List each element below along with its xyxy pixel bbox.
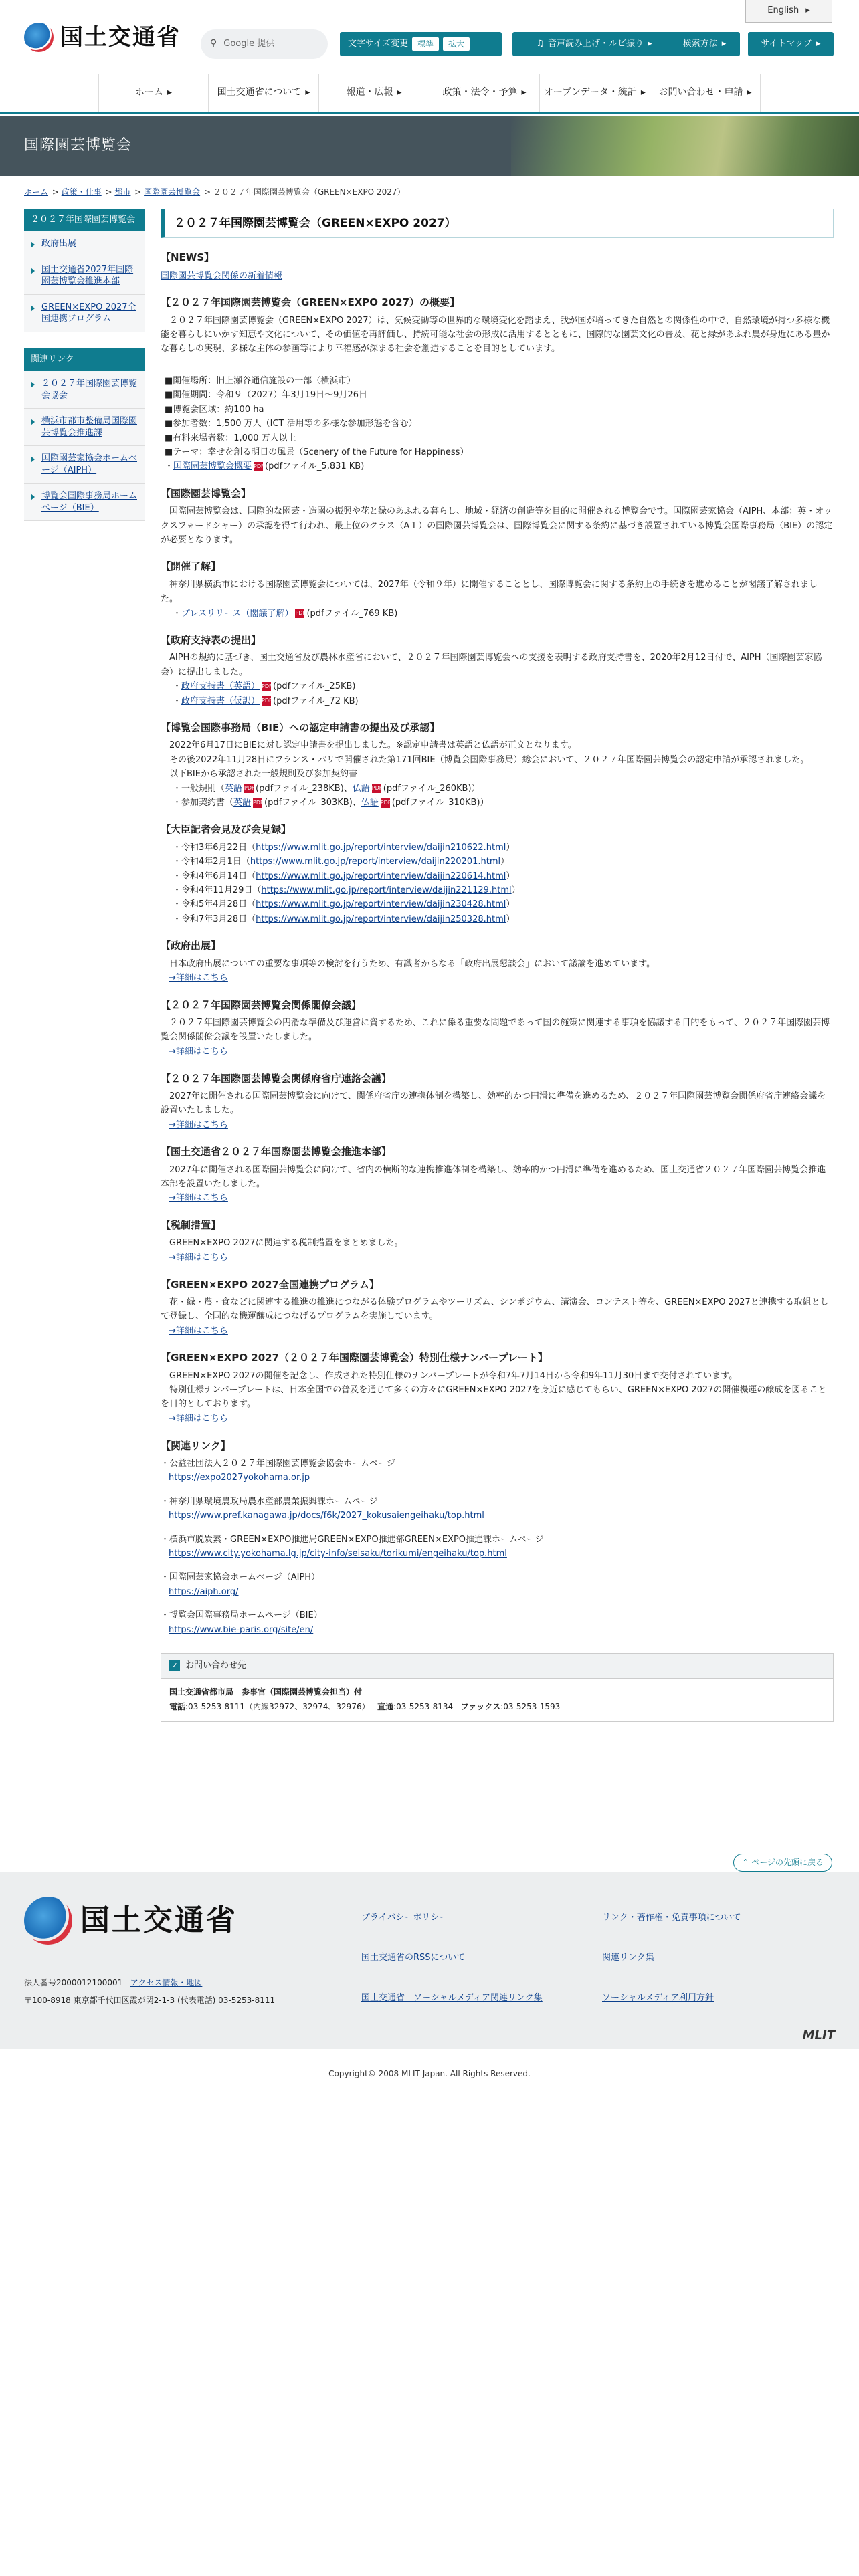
liaison-section	[161, 1071, 834, 1133]
news-link[interactable]: 国際園芸博覧会関係の新着情報	[161, 270, 283, 281]
press-link[interactable]: https://www.mlit.go.jp/report/interview/daijin220201.html	[250, 857, 501, 867]
breadcrumb-current: ２０２７年国際園芸博覧会（GREEN×EXPO 2027）	[213, 187, 405, 197]
bie-text: 以下BIEから承認された一般規則及び参加契約書	[169, 769, 357, 780]
list-item: ■開催期間：令和９（2027）年3月19日～9月26日	[165, 390, 367, 401]
footer-link-rss[interactable]: 国土交通省のRSSについて	[361, 1953, 466, 1963]
section-heading: 【博覧会国際事務局（BIE）への認定申請書の提出及び承認】	[161, 722, 440, 734]
sidebar-box-links	[24, 348, 145, 522]
search-method-button[interactable]	[669, 32, 740, 56]
sidebar-item-association[interactable]: ２０２７年国際園芸博覧会協会	[24, 371, 145, 409]
press-date: 令和4年2月1日（	[181, 857, 250, 867]
section-heading: 【開催了解】	[161, 560, 221, 573]
breadcrumb-expo[interactable]: 国際園芸博覧会	[144, 187, 201, 197]
section-heading: 【関連リンク】	[161, 1439, 231, 1452]
fontsize-control	[340, 32, 502, 56]
related-link[interactable]: https://aiph.org/	[169, 1586, 239, 1597]
aiph-section	[161, 486, 834, 548]
file-size: (pdfファイル_310KB)）	[391, 798, 489, 809]
label: 電話	[169, 1701, 186, 1711]
search-method-label: 検索方法	[682, 38, 718, 49]
gnav-press[interactable]	[319, 74, 430, 112]
list-item	[161, 1570, 834, 1599]
related-links-section	[161, 1438, 834, 1638]
sidebar-item-hq[interactable]: 国土交通省2027年国際園芸博覧会推進本部	[24, 257, 145, 295]
more-link[interactable]: →詳細はこちら	[169, 1119, 228, 1130]
sidebar-item-aiph[interactable]: 国際園芸家協会ホームページ（AIPH）	[24, 446, 145, 484]
search-input[interactable]	[201, 29, 328, 59]
list-item: ■有料来場者数：1,000 万人以上	[165, 433, 296, 443]
sidebar-item-bie[interactable]: 博覧会国際事務局ホームページ（BIE）	[24, 484, 145, 521]
breadcrumb-home[interactable]: ホーム	[24, 187, 49, 197]
footer-site-name: 国土交通省	[80, 1903, 237, 1937]
gnav-label: お問い合わせ・申請	[658, 87, 743, 98]
contact-phones	[169, 1700, 825, 1715]
mlit-wordmark: MLIT	[802, 2028, 835, 2042]
more-link[interactable]: →詳細はこちら	[169, 1252, 228, 1263]
list-item	[161, 1495, 834, 1523]
program-section	[161, 1277, 834, 1339]
program-text: 花・緑・農・食などに関連する推進の推進につながる体験プログラムやツーリズム、シンポジウム、講演会、コンテスト等を、GREEN×EXPO 2027と連携する取組として登録し、全国的な機運醸成につなげるプログラムを実施しています。	[161, 1297, 829, 1322]
file-size: (pdfファイル_260KB)）	[383, 783, 480, 794]
link-label: ・国際園芸家協会ホームページ（AIPH）	[161, 1572, 320, 1583]
press-date: 令和5年4月28日（	[181, 899, 256, 910]
link-label: ・博覧会国際事務局ホームページ（BIE）	[161, 1610, 322, 1621]
gnav-label: 国土交通省について	[217, 87, 302, 98]
bie-text: その後2022年11月28日にフランス・パリで開催された第171回BIE（博覧会国際事務局）総会において、２０２７年国際園芸博覧会の認定申請が承認されました。	[169, 754, 809, 765]
gnav-home[interactable]	[98, 74, 209, 112]
list-item: ・令和7年3月28日（https://www.mlit.go.jp/report/interview/daijin250328.html）	[173, 914, 515, 924]
bie-list	[161, 782, 834, 811]
decision-list	[161, 607, 834, 621]
contact-org: 国土交通省都市局 参事官（国際園芸博覧会担当）付	[169, 1687, 363, 1697]
overview-list	[161, 374, 834, 474]
plate-text: 特別仕様ナンバープレートは、日本全国での普及を通じて多くの方々にGREEN×EXPO 2027を身近に感じてもらい、GREEN×EXPO 2027の開催機運の醸成を図ることを目的としております。	[161, 1385, 827, 1410]
sidebar-item-government[interactable]: 政府出展	[24, 231, 145, 257]
decision-section	[161, 559, 834, 621]
footer-logo[interactable]	[24, 1897, 237, 1945]
contact-header	[161, 1654, 833, 1679]
list-item: ・一般規則（英語 PDF(pdfファイル_238KB)、仏語 PDF(pdfファイル_260KB)）	[173, 783, 480, 794]
footer-address: 〒100-8918 東京都千代田区霞が関2-1-3 (代表電話) 03-5253-8111	[24, 1996, 276, 2006]
sidebar-title: 関連リンク	[24, 348, 145, 371]
fontsize-label: 文字サイズ変更	[348, 38, 408, 49]
sitemap-label: サイトマップ	[761, 38, 813, 49]
decision-text: 神奈川県横浜市における国際園芸博覧会については、2027年（令和９年）に開催することとし、国際博覧会に関する条約上の手続きを進めることが閣議了解されました。	[161, 579, 818, 605]
pdf-icon: PDF	[295, 609, 304, 618]
decision-pdf-link[interactable]: プレスリリース（閣議了解）	[181, 608, 294, 619]
site-logo[interactable]	[24, 20, 181, 56]
gov-section	[161, 938, 834, 985]
file-size: (pdfファイル_769 KB)	[306, 608, 398, 619]
section-heading: 【２０２７年国際園芸博覧会関係閣僚会議】	[161, 998, 362, 1011]
more-link[interactable]: →詳細はこちら	[169, 1325, 228, 1336]
chevron-right-icon: ▸	[167, 87, 173, 98]
hero-banner	[0, 116, 859, 176]
breadcrumb: ホーム > 政策・仕事 > 都市 > 国際園芸博覧会 > ２０２７年国際園芸博覧会（GREEN×EXPO 2027）	[24, 187, 405, 197]
file-size: (pdfファイル_303KB)、	[264, 798, 361, 809]
list-item: ・政府支持書（英語） PDF(pdfファイル_25KB)	[173, 681, 356, 692]
related-links-list	[161, 1457, 834, 1637]
bie-rule-fr-link[interactable]: 仏語	[352, 783, 370, 794]
support-section	[161, 633, 834, 708]
cabinet-text: ２０２７年国際園芸博覧会の円滑な準備及び運営に資するため、これに係る重要な問題であって国の施策に関連する事項を協議する目的をもって、２０２７年国際園芸博覧会関係閣僚会議を設置いたしました。	[161, 1017, 830, 1043]
gnav-contact[interactable]	[650, 74, 761, 112]
press-section	[161, 822, 834, 926]
sidebar-box-expo	[24, 209, 145, 332]
pdf-icon: PDF	[254, 462, 263, 471]
related-link[interactable]: https://www.pref.kanagawa.jp/docs/f6k/2027_kokusaiengeihaku/top.html	[169, 1511, 484, 1521]
chevron-right-icon: ▸	[305, 87, 310, 98]
section-heading: 【２０２７年国際園芸博覧会関係府省庁連絡会議】	[161, 1072, 392, 1085]
hq-section	[161, 1144, 834, 1206]
contact-tel: :03-5253-8111（内線32972、32974、32976）	[185, 1701, 370, 1711]
speech-button[interactable]	[512, 32, 676, 56]
link-label: ・神奈川県環境農政局農水産部農業振興課ホームページ	[161, 1496, 378, 1507]
list-item: ■テーマ：幸せを創る明日の風景（Scenery of the Future for Happiness）	[165, 447, 469, 458]
corp-number: 法人番号2000012100001	[24, 1978, 123, 1988]
press-date: 令和4年6月14日（	[181, 871, 256, 881]
footer-links	[361, 1911, 803, 2005]
press-list	[161, 841, 834, 927]
list-label: 参加契約書（	[181, 798, 234, 809]
contact-box	[161, 1653, 834, 1721]
pdf-icon: PDF	[381, 798, 390, 808]
file-size: (pdfファイル_25KB)	[273, 681, 356, 692]
pdf-icon: PDF	[262, 696, 271, 706]
pdf-icon: PDF	[244, 784, 254, 793]
contact-fax: :03-5253-1593	[500, 1701, 561, 1711]
list-item: ・プレスリリース（閣議了解） PDF(pdfファイル_769 KB)	[173, 608, 398, 619]
press-link[interactable]: https://www.mlit.go.jp/report/interview/daijin230428.html	[256, 899, 506, 910]
chevron-right-icon: ▸	[747, 87, 752, 98]
footer-link-social-policy[interactable]: ソーシャルメディア利用方針	[602, 1993, 714, 2004]
gnav-label: ホーム	[134, 87, 163, 98]
chevron-up-icon: ⌃	[742, 1858, 749, 1867]
bie-rule-en-link[interactable]: 英語	[225, 783, 243, 794]
related-link[interactable]: https://www.city.yokohama.lg.jp/city-info/seisaku/torikumi/engeihaku/top.html	[169, 1549, 507, 1560]
list-item	[161, 1608, 834, 1637]
chevron-right-icon: ▸	[721, 38, 727, 49]
contact-title: お問い合わせ先	[185, 1660, 247, 1671]
list-item: ・政府支持書（仮訳） PDF(pdfファイル_72 KB)	[173, 695, 359, 706]
footer-link-privacy[interactable]: プライバシーポリシー	[361, 1913, 448, 1923]
plate-text: GREEN×EXPO 2027の開催を記念し、作成された特別仕様のナンバープレートが令和7年7月14日から令和9年11月30日まで交付されています。	[169, 1370, 738, 1381]
footer-link-copyright[interactable]: リンク・著作権・免責事項について	[602, 1913, 741, 1923]
press-date: 令和4年11月29日（	[181, 885, 262, 896]
support-text: AIPHの規約に基づき、国土交通省及び農林水産省において、２０２７年国際園芸博覧会への支援を表明する政府支持書を、2020年2月12日付で、AIPH（国際園芸家協会）に提出しました。	[161, 653, 822, 677]
footer-link-related[interactable]: 関連リンク集	[602, 1953, 654, 1963]
news-section	[161, 250, 834, 283]
hero-photo	[511, 116, 859, 176]
hero-title: 国際園芸博覧会	[24, 137, 132, 154]
bie-section	[161, 720, 834, 810]
link-label: ・横浜市脱炭素・GREEN×EXPO推進局GREEN×EXPO推進部GREEN×EXPO推進課ホームページ	[161, 1534, 544, 1545]
gnav-label: 報道・広報	[346, 87, 393, 98]
bie-text: 2022年6月17日にBIEに対し認定申請書を提出しました。※認定申請書は英語と仏語が正文となります。	[169, 740, 577, 751]
bie-contract-en-link[interactable]: 英語	[233, 798, 252, 809]
copyright: Copyright© 2008 MLIT Japan. All Rights Reserved.	[328, 2069, 531, 2078]
list-item: ・参加契約書（英語 PDF(pdfファイル_303KB)、仏語 PDF(pdfファイル_310KB)）	[173, 798, 489, 809]
site-name: 国土交通省	[60, 24, 181, 51]
press-link[interactable]: https://www.mlit.go.jp/report/interview/daijin221129.html	[261, 885, 512, 896]
sidebar-item-yokohama[interactable]: 横浜市都市整備局国際園芸博覧会推進課	[24, 409, 145, 446]
list-item	[161, 1457, 834, 1485]
file-size: (pdfファイル_238KB)、	[256, 783, 353, 794]
search-placeholder: Google 提供	[223, 38, 275, 49]
mlit-logo-icon	[24, 1897, 72, 1945]
sidebar-item-program[interactable]: GREEN×EXPO 2027全国連携プログラム	[24, 295, 145, 332]
list-label: 一般規則（	[181, 783, 225, 794]
gov-text: 日本政府出展についての重要な事項等の検討を行うため、有識者からなる「政府出展懇談会」において議論を進めています。	[169, 958, 656, 969]
tax-text: GREEN×EXPO 2027に関連する税制措置をまとめました。	[169, 1238, 403, 1249]
chevron-right-icon: ▸	[640, 87, 646, 98]
section-heading: 【NEWS】	[161, 251, 215, 264]
more-link[interactable]: →詳細はこちら	[169, 1046, 228, 1057]
hq-text: 2027年に開催される国際園芸博覧会に向けて、省内の横断的な連携推進体制を構築し、効率的かつ円滑に準備を進めるため、国土交通省２０２７年国際園芸博覧会推進本部を設置いたしました。	[161, 1164, 826, 1190]
section-heading: 【GREEN×EXPO 2027全国連携プログラム】	[161, 1278, 379, 1291]
support-list	[161, 679, 834, 708]
more-link[interactable]: →詳細はこちら	[169, 1193, 228, 1204]
contact-direct: :03-5253-8134	[393, 1701, 454, 1711]
footer-info	[24, 1974, 275, 2010]
more-link[interactable]: →詳細はこちら	[169, 973, 228, 984]
press-date: 令和7年3月28日（	[181, 914, 256, 924]
fontsize-large-button[interactable]: 拡大	[443, 37, 470, 51]
gnav-opendata[interactable]	[540, 74, 650, 112]
page-title: ２０２７年国際園芸博覧会（GREEN×EXPO 2027）	[161, 209, 834, 238]
support-pdf-link-en[interactable]: 政府支持書（英語）	[181, 681, 260, 692]
list-item: ■開催場所：旧上瀬谷通信施設の一部（横浜市）	[165, 375, 356, 386]
section-heading: 【国際園芸博覧会】	[161, 487, 252, 500]
search-icon: ⚲	[210, 38, 217, 49]
global-nav	[0, 74, 859, 114]
chevron-right-icon: ▸	[805, 5, 810, 16]
footer-link-social[interactable]: 国土交通省 ソーシャルメディア関連リンク集	[361, 1993, 543, 2004]
more-link[interactable]: →詳細はこちら	[169, 1413, 228, 1424]
chevron-right-icon: ▸	[397, 87, 402, 98]
footer	[0, 1872, 859, 2049]
list-item: ・令和3年6月22日（https://www.mlit.go.jp/report/interview/daijin210622.html）	[173, 842, 515, 853]
overview-section	[161, 295, 834, 474]
file-size: (pdfファイル_5,831 KB)	[265, 461, 365, 472]
section-heading: 【国土交通省２０２７年国際園芸博覧会推進本部】	[161, 1146, 392, 1158]
english-button[interactable]	[745, 0, 832, 23]
list-item	[161, 1533, 834, 1562]
breadcrumb-city[interactable]: 都市	[114, 187, 131, 197]
label: ファックス	[460, 1701, 501, 1711]
bie-contract-fr-link[interactable]: 仏語	[361, 798, 379, 809]
pdf-icon: PDF	[372, 784, 381, 793]
mlit-logo-icon	[24, 23, 54, 52]
liaison-text: 2027年に開催される国際園芸博覧会に向けて、関係府省庁の連携体制を構築し、効率的かつ円滑に準備を進めるため、２０２７年国際園芸博覧会関係府省庁連絡会議を設置いたしました。	[161, 1091, 826, 1116]
breadcrumb-policy[interactable]: 政策・仕事	[61, 187, 102, 197]
section-heading: 【GREEN×EXPO 2027（２０２７年国際園芸博覧会）特別仕様ナンバープレート】	[161, 1352, 548, 1364]
gnav-policy[interactable]	[430, 74, 540, 112]
press-link[interactable]: https://www.mlit.go.jp/report/interview/daijin210622.html	[256, 842, 506, 853]
sitemap-button[interactable]	[748, 32, 834, 56]
header	[0, 0, 859, 70]
section-heading: 【大臣記者会見及び会見録】	[161, 823, 292, 836]
chevron-right-icon: ▸	[816, 38, 821, 49]
related-link[interactable]: https://expo2027yokohama.or.jp	[169, 1473, 310, 1483]
fontsize-standard-button[interactable]: 標準	[412, 37, 439, 51]
list-item: ・令和5年4月28日（https://www.mlit.go.jp/report/interview/daijin230428.html）	[173, 899, 515, 910]
gnav-about[interactable]	[209, 74, 319, 112]
overview-pdf-link[interactable]: 国際園芸博覧会概要	[173, 461, 252, 472]
cabinet-section	[161, 998, 834, 1059]
speech-label: 音声読み上げ・ルビ振り	[548, 38, 644, 49]
contact-body	[161, 1679, 833, 1721]
access-link[interactable]: アクセス情報・地図	[130, 1978, 203, 1988]
tax-section	[161, 1218, 834, 1265]
list-item: ■博覧会区域：約100 ha	[165, 404, 264, 415]
overview-text: ２０２７年国際園芸博覧会（GREEN×EXPO 2027）は、気候変動等の世界的な環境変化を踏まえ、我が国が培ってきた自然との関係性の中で、自然環境が持つ多様な機能を暮らしにいかす知恵や文化について、その価値を再評価し、持続可能な社会の形成に活用するとともに、国際的な園芸文化の普及、花と緑があふれ農が身近にある豊かな暮らしの実現、多様な主体の参画等により幸福感が深まる社会を創造することを目的としています。	[161, 315, 830, 354]
main-content	[161, 209, 834, 1722]
gnav-label: オープンデータ・統計	[544, 87, 637, 98]
related-link[interactable]: https://www.bie-paris.org/site/en/	[169, 1624, 314, 1635]
list-item: ■参加者数：1,500 万人（ICT 活用等の多様な参加形態を含む）	[165, 419, 417, 429]
list-item: ・国際園芸博覧会概要 PDF(pdfファイル_5,831 KB)	[165, 461, 365, 472]
plate-section	[161, 1350, 834, 1426]
speaker-icon: ♫	[536, 38, 545, 49]
gnav-label: 政策・法令・予算	[442, 87, 518, 98]
list-item: ・令和4年11月29日（https://www.mlit.go.jp/report/interview/daijin221129.html）	[173, 885, 520, 896]
support-pdf-link-ja[interactable]: 政府支持書（仮訳）	[181, 695, 260, 706]
chevron-right-icon: ▸	[521, 87, 527, 98]
press-link[interactable]: https://www.mlit.go.jp/report/interview/daijin250328.html	[256, 914, 506, 924]
aiph-text: 国際園芸博覧会は、国際的な園芸・造園の振興や花と緑のあふれる暮らし、地域・経済の創造等を目的に開催される博覧会です。国際園芸家協会（AIPH、本部：英・オックスフォードシャー）の承認を得て行われ、最上位のクラス（A１）の国際園芸博覧会は、国際博覧会に関する条約に基づき設置されている博覧会国際事務局（BIE）の認定が必要となります。	[161, 506, 833, 546]
section-heading: 【政府支持表の提出】	[161, 634, 262, 647]
page-top-button[interactable]	[733, 1854, 832, 1872]
sidebar-title: ２０２７年国際園芸博覧会	[24, 209, 145, 231]
check-icon: ✓	[169, 1660, 180, 1671]
press-link[interactable]: https://www.mlit.go.jp/report/interview/daijin220614.html	[256, 871, 506, 881]
pdf-icon: PDF	[262, 682, 271, 691]
section-heading: 【政府出展】	[161, 940, 221, 952]
press-date: 令和3年6月22日（	[181, 842, 256, 853]
sidebar	[24, 209, 145, 537]
link-label: ・公益社団法人２０２７年国際園芸博覧会協会ホームページ	[161, 1458, 395, 1469]
pdf-icon: PDF	[253, 798, 262, 808]
label: 直通	[377, 1701, 394, 1711]
english-label: English	[767, 5, 799, 16]
page-top-label: ページの先頭に戻る	[751, 1858, 824, 1867]
chevron-right-icon: ▸	[648, 38, 652, 49]
section-heading: 【２０２７年国際園芸博覧会（GREEN×EXPO 2027）の概要】	[161, 296, 460, 309]
list-item: ・令和4年2月1日（https://www.mlit.go.jp/report/interview/daijin220201.html）	[173, 857, 510, 867]
list-item: ・令和4年6月14日（https://www.mlit.go.jp/report/interview/daijin220614.html）	[173, 871, 515, 881]
file-size: (pdfファイル_72 KB)	[273, 695, 359, 706]
section-heading: 【税制措置】	[161, 1219, 221, 1232]
